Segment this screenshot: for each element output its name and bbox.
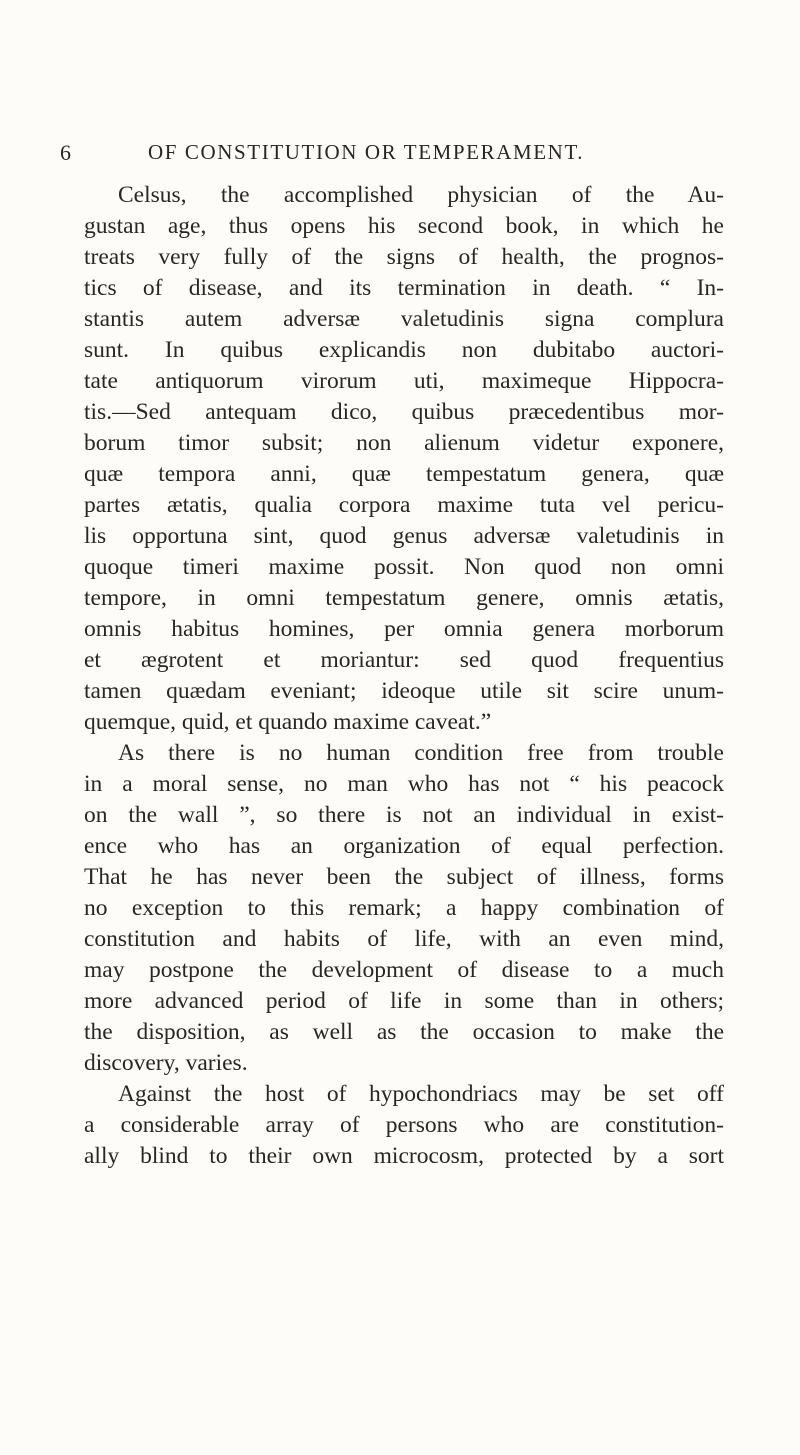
text-line: ence who has an organization of equal perfection. [84, 833, 724, 859]
text-line: sunt. In quibus explicandis non dubitabo auctori- [84, 337, 724, 363]
text-line: tis.—Sed antequam dico, quibus præcedentibus mor- [84, 399, 724, 425]
text-line: borum timor subsit; non alienum videtur exponere, [84, 430, 724, 456]
text-line: tate antiquorum virorum uti, maximeque Hippocra- [84, 368, 724, 394]
paragraph [84, 1079, 724, 1172]
text-line: discovery, varies. [84, 1050, 248, 1076]
text-line: lis opportuna sint, quod genus adversæ valetudinis in [84, 523, 724, 549]
body-text [84, 180, 724, 1172]
text-line: a considerable array of persons who are constitution- [84, 1112, 724, 1138]
text-line: quæ tempora anni, quæ tempestatum genera, quæ [84, 461, 724, 487]
text-line: et ægrotent et moriantur: sed quod frequentius [84, 647, 724, 673]
text-line: the disposition, as well as the occasion to make the [84, 1019, 724, 1045]
text-line: constitution and habits of life, with an even mind, [84, 926, 724, 952]
text-line: in a moral sense, no man who has not “ his peacock [84, 771, 724, 797]
text-line: partes ætatis, qualia corpora maxime tuta vel pericu- [84, 492, 724, 518]
text-line: ally blind to their own microcosm, protected by a sort [84, 1143, 724, 1169]
text-line: stantis autem adversæ valetudinis signa complura [84, 306, 724, 332]
text-line: omnis habitus homines, per omnia genera morborum [84, 616, 724, 642]
text-line: That he has never been the subject of illness, forms [84, 864, 724, 890]
text-line: treats very fully of the signs of health, the prognos- [84, 244, 724, 270]
text-line: As there is no human condition free from trouble [118, 740, 724, 766]
paragraph [84, 180, 724, 738]
text-line: more advanced period of life in some than in others; [84, 988, 724, 1014]
text-line: on the wall ”, so there is not an individual in exist- [84, 802, 724, 828]
paragraph [84, 738, 724, 1079]
text-line: Against the host of hypochondriacs may be set off [118, 1081, 724, 1107]
text-line: quoque timeri maxime possit. Non quod non omni [84, 554, 724, 580]
text-line: no exception to this remark; a happy combination of [84, 895, 724, 921]
text-line: quemque, quid, et quando maxime caveat.” [84, 709, 492, 735]
text-line: tics of disease, and its termination in death. “ In- [84, 275, 724, 301]
text-line: tamen quædam eveniant; ideoque utile sit scire unum- [84, 678, 724, 704]
text-line: tempore, in omni tempestatum genere, omnis ætatis, [84, 585, 724, 611]
page-number: 6 [60, 140, 71, 165]
text-line: Celsus, the accomplished physician of the Au- [118, 182, 724, 208]
text-line: gustan age, thus opens his second book, in which he [84, 213, 724, 239]
running-head [60, 140, 740, 170]
text-line: may postpone the development of disease to a much [84, 957, 724, 983]
running-head-title: OF CONSTITUTION OR TEMPERAMENT. [148, 140, 585, 164]
